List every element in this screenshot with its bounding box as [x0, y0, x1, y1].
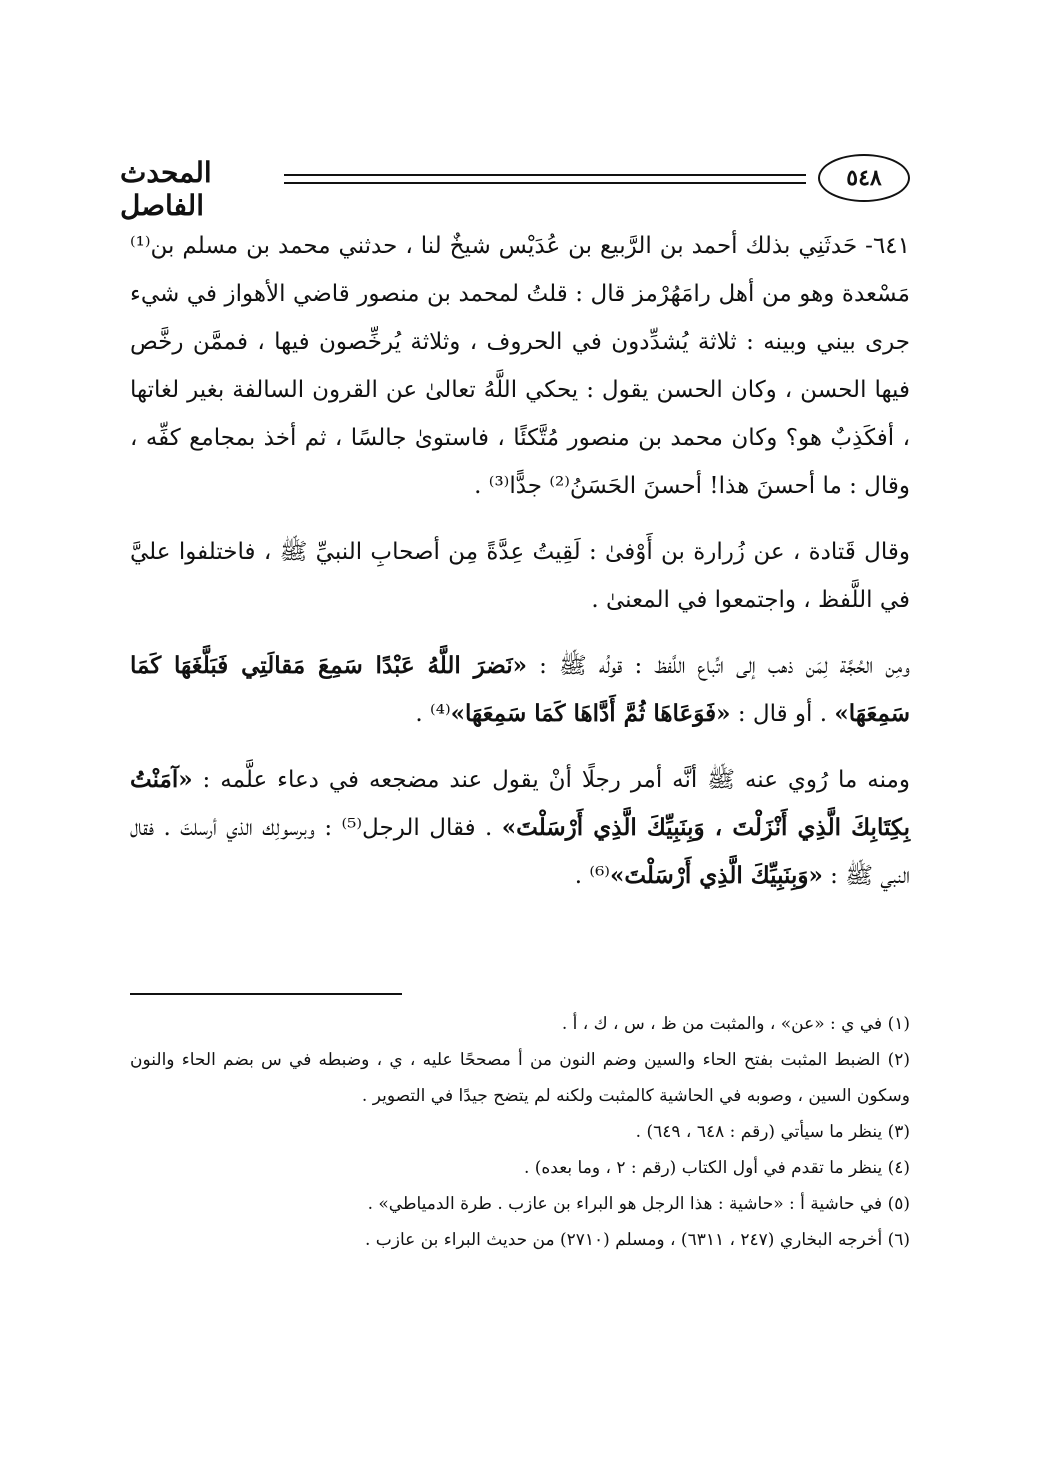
text-run: وقال قَتادة ، عن زُرارة بن أَوْفىٰ : لَقِيتُ عِدَّةً مِن أصحابِ النبيِّ ﷺ ، فاختلفوا عليَّ في اللَّفظ ، واجتمعوا في المعنىٰ . [130, 539, 910, 613]
footnote: (٢) الضبط المثبت بفتح الحاء والسين وضم النون من أ مصححًا عليه ، ي ، وضبطه في س بضم الحاء والنون وسكون السين ، وصوبه في الحاشية كالمثبت ولكنه لم يتضح جيدًا في التصوير . [130, 1050, 910, 1106]
hadith-quote: «فَوَعَاهَا ثُمَّ أَدَّاهَا كَمَا سَمِعَهَا» [450, 700, 731, 727]
paragraph [130, 528, 910, 624]
footnote: (١) في ي : «عن» ، والمثبت من ظ ، س ، ك ، أ . [561, 1014, 910, 1034]
text-run: . أو قال : [730, 701, 835, 727]
footnote: (٣) ينظر ما سيأتي (رقم : ٦٤٨ ، ٦٤٩) . [635, 1122, 910, 1142]
footnotes [130, 1006, 910, 1258]
text-run: ⁽⁶⁾ . [574, 863, 610, 889]
paragraph [130, 756, 910, 900]
paragraph [130, 642, 910, 738]
hadith-quote: «وَبِنَبِيِّكَ الَّذِي أَرْسَلْتَ» [609, 862, 823, 889]
header-rule [284, 182, 806, 184]
page-header [120, 150, 910, 222]
paragraph [130, 222, 910, 510]
page-number: ٥٤٨ [818, 154, 910, 202]
hadith-quote: «آمَنْتُ بِكِتَابِكَ الَّذِي أَنْزَلْتَ ، وَبِنَبِيِّكَ الَّذِي أَرْسَلْتَ» [130, 766, 910, 841]
text-run: ⁽⁴⁾ . [415, 701, 451, 727]
footnote: (٤) ينظر ما تقدم في أول الكتاب (رقم : ٢ ، وما بعده) . [523, 1158, 910, 1178]
header-rule [284, 174, 806, 176]
footnote: (٥) في حاشية أ : «حاشية : هذا الرجل هو البراء بن عازب . طرة الدمياطي» . [367, 1194, 910, 1214]
text-run: . فقال الرجل⁽⁵⁾ : وبرسولِك الذي أرسلتَ . فقال النبي ﷺ : [130, 815, 910, 889]
text-run: ومِن الحُجَّة لِمَن ذهب إلى اتِّباع اللَّفظ : قولُه ﷺ : [527, 653, 910, 679]
text-run: ٦٤١- حَدثَنِي بذلك أحمد بن الرَّبيع بن عُدَيْس شيخٌ لنا ، حدثني محمد بن مسلم بن⁽¹⁾ مَسْعدة وهو من أهل رامَهُرْمز قال : قلتُ لمحمد بن منصور قاضي الأهواز في شيء جرى بيني وبينه : ثلاثة يُشدِّدون في الحروف ، وثلاثة يُرخِّصون فيها ، فممَّن رخَّص فيها الحسن ، وكان الحسن يقول : يحكي اللَّهُ تعالىٰ عن القرون السالفة بغير لغاتها ، أفكَذِبٌ هو؟ وكان محمد بن منصور مُتَّكئًا ، فاستوىٰ جالسًا ، ثم أخذ بمجامع كفِّه ، وقال : ما أحسنَ هذا! أحسنَ الحَسَنُ⁽²⁾ جدًّا⁽³⁾ . [130, 233, 910, 499]
text-run: ومنه ما رُوي عنه ﷺ أنَّه أمر رجلًا أنْ يقول عند مضجعه في دعاء علَّمه : [192, 767, 910, 793]
footnote: (٦) أخرجه البخاري (٢٤٧ ، ٦٣١١) ، ومسلم (٢٧١٠) من حديث البراء بن عازب . [364, 1230, 910, 1250]
footnote-separator [130, 993, 402, 995]
book-title: المحدث الفاصل [120, 156, 212, 222]
hadith-quote: «نَضرَ اللَّهُ عَبْدًا سَمِعَ مَقالَتِي فَبَلَّغَهَا كَمَا سَمِعَهَا» [130, 652, 910, 727]
main-text [130, 222, 910, 900]
